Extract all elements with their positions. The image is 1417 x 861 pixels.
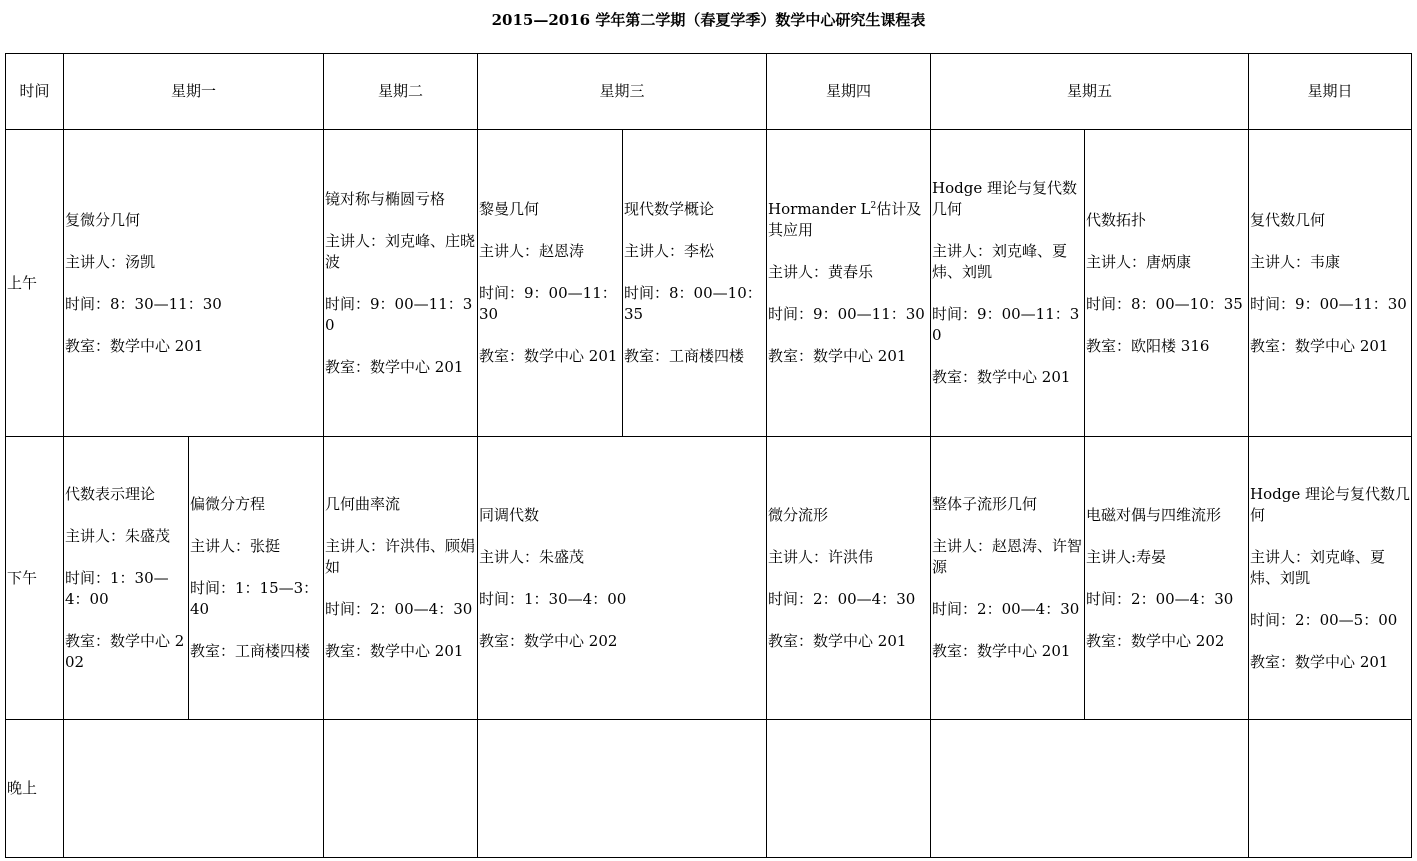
course-name: Hodge 理论与复代数几何 xyxy=(932,179,1077,218)
course-room: 教室：工商楼四楼 xyxy=(624,347,745,365)
header-thursday: 星期四 xyxy=(767,54,931,130)
course-lecturer: 主讲人：许洪伟 xyxy=(768,547,874,566)
course-lecturer: 主讲人：汤凯 xyxy=(65,252,156,271)
header-wednesday: 星期三 xyxy=(478,54,767,130)
course-room: 教室：数学中心 201 xyxy=(325,642,464,660)
empty-cell-fri-evening xyxy=(931,720,1249,858)
course-room: 教室：工商楼四楼 xyxy=(190,642,311,660)
course-time: 时间：1：30—4：00 xyxy=(479,589,627,608)
course-lecturer: 主讲人：刘克峰、庄晓波 xyxy=(325,231,476,271)
course-cell-wed-afternoon xyxy=(478,437,767,720)
course-name xyxy=(768,199,929,241)
row-label-afternoon: 下午 xyxy=(6,437,64,720)
header-row xyxy=(6,54,1412,130)
evening-row xyxy=(6,720,1412,858)
course-room: 教室：数学中心 201 xyxy=(768,347,907,365)
empty-cell-sun-evening xyxy=(1249,720,1412,858)
course-time: 时间：9：00—11：30 xyxy=(932,305,1080,344)
course-time: 时间：2：00—4：30 xyxy=(768,589,916,608)
empty-cell-tue-evening xyxy=(324,720,478,858)
course-name: 黎曼几何 xyxy=(479,200,540,218)
course-room: 教室：数学中心 201 xyxy=(932,642,1071,660)
empty-cell-thu-evening xyxy=(767,720,931,858)
course-cell-fri-morning-1 xyxy=(931,130,1085,437)
course-name: 微分流形 xyxy=(768,505,829,524)
course-lecturer: 主讲人：赵恩涛 xyxy=(479,242,585,260)
course-cell-mon-afternoon-1 xyxy=(64,437,189,720)
course-room: 教室：数学中心 202 xyxy=(1086,631,1225,650)
course-cell-sun-afternoon xyxy=(1249,437,1412,720)
course-lecturer: 主讲人：唐炳康 xyxy=(1086,252,1192,271)
header-time: 时间 xyxy=(6,54,64,130)
course-cell-fri-afternoon-1 xyxy=(931,437,1085,720)
course-name: 复微分几何 xyxy=(65,210,141,229)
empty-cell-mon-evening xyxy=(64,720,324,858)
row-label-morning: 上午 xyxy=(6,130,64,437)
course-time: 时间：1：30—4：00 xyxy=(65,568,169,608)
course-cell-fri-afternoon-2 xyxy=(1085,437,1249,720)
course-room: 教室：数学中心 201 xyxy=(479,347,618,365)
course-room: 教室：数学中心 201 xyxy=(1250,652,1389,671)
course-time: 时间：9：00—11：30 xyxy=(1250,294,1407,313)
course-name: 镜对称与椭圆亏格 xyxy=(325,189,446,208)
course-lecturer: 主讲人:寿晏 xyxy=(1086,547,1167,566)
course-lecturer: 主讲人：朱盛茂 xyxy=(479,547,585,566)
course-name: 现代数学概论 xyxy=(624,200,715,218)
course-name: 同调代数 xyxy=(479,505,540,524)
empty-cell-wed-evening xyxy=(478,720,767,858)
course-cell-mon-morning xyxy=(64,130,324,437)
course-room: 教室：欧阳楼 316 xyxy=(1086,336,1210,355)
course-time: 时间：9：00—11：30 xyxy=(479,284,617,323)
course-lecturer: 主讲人：刘克峰、夏炜、刘凯 xyxy=(1250,547,1386,587)
course-time: 时间：2：00—4：30 xyxy=(1086,589,1234,608)
course-time: 时间：8：30—11：30 xyxy=(65,294,222,313)
course-lecturer: 主讲人：李松 xyxy=(624,242,715,260)
course-cell-sun-morning xyxy=(1249,130,1412,437)
course-room: 教室：数学中心 201 xyxy=(1250,336,1389,355)
course-room: 教室：数学中心 202 xyxy=(479,631,618,650)
course-name: 整体子流形几何 xyxy=(932,495,1038,513)
course-name: 偏微分方程 xyxy=(190,495,266,513)
header-monday: 星期一 xyxy=(64,54,324,130)
course-lecturer: 主讲人：许洪伟、顾娟如 xyxy=(325,537,476,576)
course-name-suffix: 估计及其应用 xyxy=(768,200,922,239)
course-cell-wed-morning-1 xyxy=(478,130,623,437)
course-time: 时间：8：00—10：35 xyxy=(624,284,762,323)
course-room: 教室：数学中心 201 xyxy=(325,357,464,376)
course-room: 教室：数学中心 201 xyxy=(932,368,1071,386)
afternoon-row xyxy=(6,437,1412,720)
course-name: 复代数几何 xyxy=(1250,210,1326,229)
course-cell-thu-morning xyxy=(767,130,931,437)
course-time: 时间：2：00—4：30 xyxy=(932,600,1080,618)
course-time: 时间：9：00—11：30 xyxy=(325,294,473,334)
course-room: 教室：数学中心 201 xyxy=(65,336,204,355)
course-time: 时间：2：00—5：00 xyxy=(1250,610,1398,629)
course-room: 教室：数学中心 201 xyxy=(768,631,907,650)
course-cell-mon-afternoon-2 xyxy=(189,437,324,720)
page-title: 2015—2016 学年第二学期（春夏学季）数学中心研究生课程表 xyxy=(491,11,926,29)
header-tuesday: 星期二 xyxy=(324,54,478,130)
course-lecturer: 主讲人：刘克峰、夏炜、刘凯 xyxy=(932,242,1068,281)
course-name: Hodge 理论与复代数几何 xyxy=(1250,484,1411,524)
course-lecturer: 主讲人：韦康 xyxy=(1250,252,1341,271)
course-schedule-table xyxy=(5,53,1412,858)
superscript: 2 xyxy=(870,201,877,211)
course-cell-thu-afternoon xyxy=(767,437,931,720)
course-room: 教室：数学中心 202 xyxy=(65,631,185,671)
course-cell-tue-afternoon xyxy=(324,437,478,720)
course-lecturer: 主讲人：朱盛茂 xyxy=(65,526,171,545)
course-lecturer: 主讲人：赵恩涛、许智源 xyxy=(932,537,1083,576)
course-name: 几何曲率流 xyxy=(325,495,401,513)
course-cell-wed-morning-2 xyxy=(623,130,767,437)
course-lecturer: 主讲人：黄春乐 xyxy=(768,263,874,281)
header-sunday: 星期日 xyxy=(1249,54,1412,130)
course-name: 电磁对偶与四维流形 xyxy=(1086,505,1222,524)
row-label-evening: 晚上 xyxy=(6,720,64,858)
course-name-prefix: Hormander L xyxy=(768,200,871,218)
course-name: 代数拓扑 xyxy=(1086,210,1147,229)
header-friday: 星期五 xyxy=(931,54,1249,130)
course-cell-tue-morning xyxy=(324,130,478,437)
course-name: 代数表示理论 xyxy=(65,484,156,503)
course-time: 时间：9：00—11：30 xyxy=(768,305,925,323)
course-time: 时间：2：00—4：30 xyxy=(325,600,473,618)
course-time: 时间：8：00—10：35 xyxy=(1086,294,1243,313)
course-lecturer: 主讲人：张挺 xyxy=(190,537,281,555)
morning-row xyxy=(6,130,1412,437)
course-time: 时间：1：15—3：40 xyxy=(190,579,319,618)
course-cell-fri-morning-2 xyxy=(1085,130,1249,437)
